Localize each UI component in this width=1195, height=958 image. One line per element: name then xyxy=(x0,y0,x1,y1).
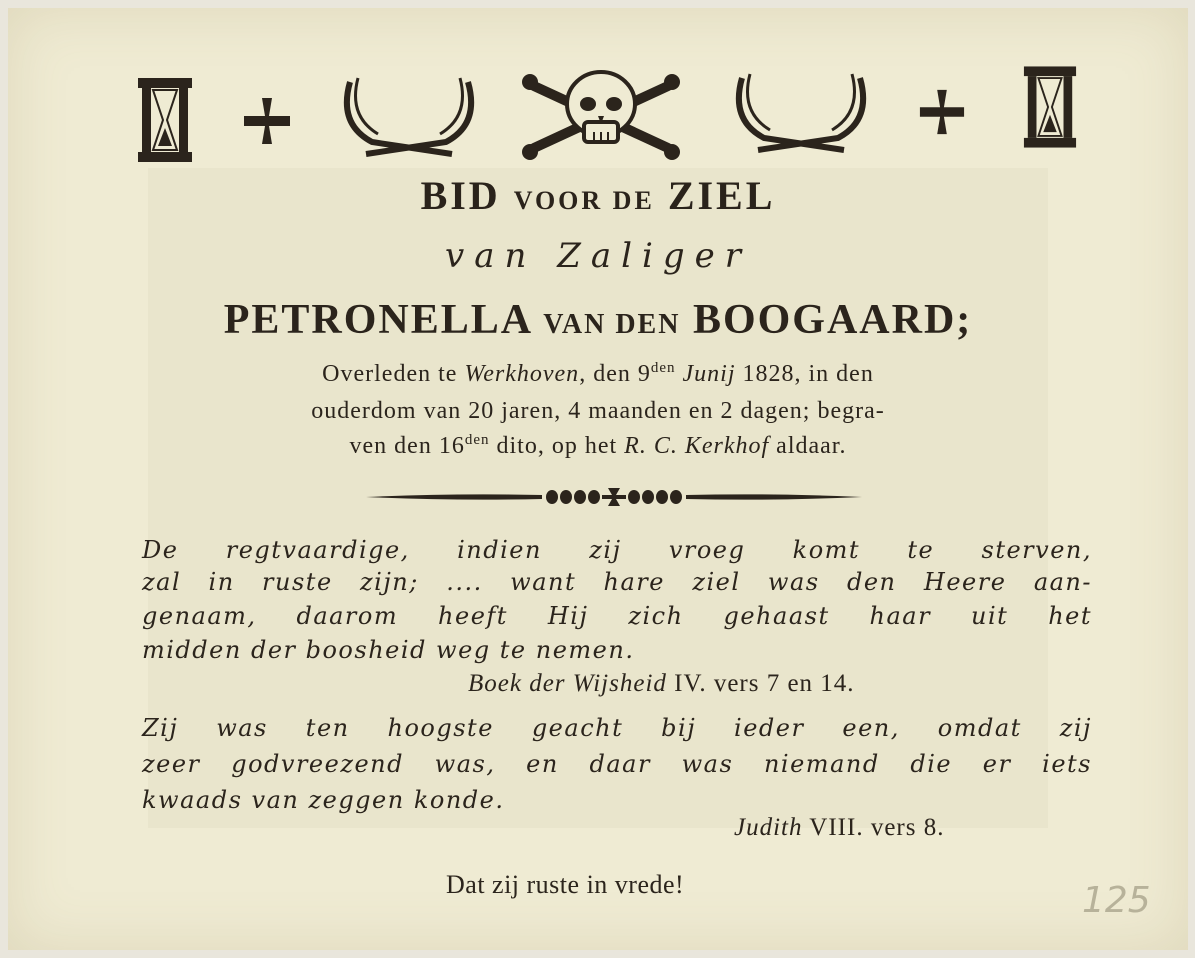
deceased-name xyxy=(8,296,1188,344)
crossed-scythes-icon xyxy=(734,68,868,154)
skull-crossbones-icon xyxy=(516,66,686,162)
info-text: , den 9 xyxy=(579,361,651,387)
verse-line: De regtvaardige, indien zij vroeg komt te sterven, xyxy=(142,536,1092,564)
crossed-scythes-icon xyxy=(342,72,476,158)
heading-small-caps: VOOR DE xyxy=(513,186,655,215)
verse-line: Zij was ten hoogste geacht bij ieder een, omdat zij xyxy=(142,714,1092,742)
info-line-2: ouderdom van 20 jaren, 4 maanden en 2 dagen; begra- xyxy=(311,398,885,424)
first-name: PETRONELLA xyxy=(223,297,531,343)
superscript: den xyxy=(650,360,676,376)
info-line-3 xyxy=(8,432,1188,460)
verse-line: midden der boosheid weg te nemen. xyxy=(142,636,635,664)
name-particle: VAN DEN xyxy=(543,309,681,340)
closing-prayer: Dat zij ruste in vrede! xyxy=(446,870,685,899)
ornamental-divider xyxy=(364,484,864,510)
heading-word: BID xyxy=(420,173,501,218)
heading-word: ZIEL xyxy=(667,173,776,218)
place-name: Werkhoven xyxy=(464,361,580,387)
chapter-verse: IV. vers 7 en 14. xyxy=(666,670,855,697)
chapter-verse: VIII. vers 8. xyxy=(802,814,945,841)
cross-icon xyxy=(918,88,966,136)
heading xyxy=(8,172,1188,219)
superscript: den xyxy=(464,432,490,448)
info-text: dito, op het xyxy=(489,433,625,459)
memorial-card xyxy=(8,8,1188,950)
cross-icon xyxy=(242,96,292,146)
surname: BOOGAARD; xyxy=(692,297,973,343)
verse-reference xyxy=(734,814,944,842)
hourglass-icon xyxy=(1022,64,1078,150)
verse-line: kwaads van zeggen konde. xyxy=(142,786,505,814)
verse-line: genaam, daarom heeft Hij zich gehaast haar uit het xyxy=(142,602,1092,630)
info-text: ven den 16 xyxy=(349,433,465,459)
ornament-row xyxy=(126,60,1086,170)
book-title: Boek der Wijsheid xyxy=(468,670,667,697)
cemetery-name: R. C. Kerkhof xyxy=(624,433,770,459)
info-text: aldaar. xyxy=(769,433,847,459)
pencil-annotation: 125 xyxy=(1082,880,1151,921)
month: Junij xyxy=(682,361,736,387)
info-text: 1828, in den xyxy=(735,361,874,387)
info-line-1 xyxy=(8,360,1188,388)
subtitle: van Zaliger xyxy=(445,236,751,276)
info-text: Overleden te xyxy=(322,361,465,387)
hourglass-icon xyxy=(136,76,194,164)
book-title: Judith xyxy=(734,814,803,841)
verse-reference xyxy=(468,670,855,698)
verse-line: zal in ruste zijn; .... want hare ziel was den Heere aan- xyxy=(142,568,1092,596)
verse-line: zeer godvreezend was, en daar was niemand die er iets xyxy=(142,750,1092,778)
